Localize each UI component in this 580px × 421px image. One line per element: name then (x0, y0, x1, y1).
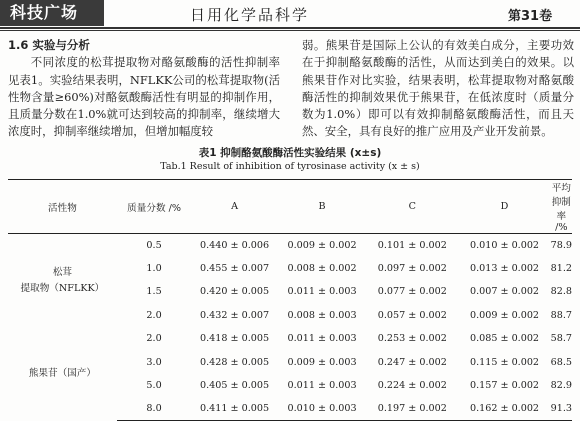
table-cell: 0.405 ± 0.005 (200, 380, 270, 392)
table-cell: 68.5 (550, 356, 572, 368)
table-cell: 0.077 ± 0.002 (377, 286, 447, 298)
table-cell: 1.5 (146, 286, 162, 298)
header-cell: 活性物 (8, 180, 117, 234)
section-tag: 科技广场 (0, 0, 104, 26)
table-cell: 2.0 (146, 309, 162, 321)
table-cell: 0.197 ± 0.002 (366, 397, 458, 420)
table-cell: 0.010 ± 0.003 (278, 397, 366, 420)
table-cell: 82.9 (550, 380, 572, 392)
group-name-line2: 提取物（NFLKK） (20, 282, 105, 294)
table-cell: 8.0 (117, 397, 192, 420)
table-cell: 78.9 (550, 239, 572, 251)
table-cell: 3.0 (146, 356, 162, 368)
right-paragraph: 弱。熊果苷是国际上公认的有效美白成分，主要功效在于抑制酪氨酸酶的活性，从而达到美白的效果。以熊果苷作对比实验，结果表明，松茸提取物对酪氨酸酶活性的抑制效果优于熊果苷，在低浓度时（质量分数为1.0%）即可以有效抑制酪氨酸酶活性，而且天然、安全，具有良好的推广应用及产业开发前景。 (302, 38, 574, 139)
section-title: 1.6 实验与分析 (8, 38, 90, 52)
table-cell: 0.157 ± 0.002 (469, 380, 540, 392)
table-cell: 82.8 (550, 286, 572, 298)
table-cell: 88.7 (550, 309, 572, 321)
volume-number: 第31卷 (508, 9, 553, 24)
table-cell: 1.0 (146, 263, 162, 275)
table-cell: 0.097 ± 0.002 (377, 263, 447, 275)
header-cell: 质量分数 /% (117, 180, 192, 234)
table-cell: 0.115 ± 0.002 (469, 356, 540, 368)
journal-title: 日用化学品科学 (190, 6, 310, 24)
table-cell: 0.008 ± 0.002 (287, 263, 357, 275)
group-name-cell (8, 327, 117, 421)
group-name: 松茸 (52, 266, 72, 278)
table-row (8, 234, 572, 257)
table-header-row (8, 180, 572, 234)
table-cell: 0.224 ± 0.002 (377, 380, 447, 392)
table-cell: 0.013 ± 0.002 (469, 263, 540, 275)
table-cell: 0.253 ± 0.002 (377, 333, 447, 345)
table-cell: 0.008 ± 0.003 (287, 309, 357, 321)
table-title-en: Tab.1 Result of inhibition of tyrosinase activity (x ± s) (160, 161, 420, 172)
table-cell: 58.7 (550, 333, 572, 345)
header-rule-thin (0, 30, 580, 31)
table-cell: 0.420 ± 0.005 (200, 286, 270, 298)
table-cell: 0.162 ± 0.002 (458, 397, 550, 420)
table-cell: 0.411 ± 0.005 (191, 397, 278, 420)
table-cell: 0.455 ± 0.007 (200, 263, 270, 275)
table-cell: 2.0 (146, 333, 162, 345)
table-cell: 0.011 ± 0.003 (287, 333, 357, 345)
table-cell: 0.418 ± 0.005 (200, 333, 270, 345)
table-cell: 0.5 (146, 239, 162, 251)
left-paragraph: 不同浓度的松茸提取物对酪氨酸酶的活性抑制率见表1。实验结果表明，NFLKK公司的松茸提取物(活性物含量≥60%)对酪氨酸酶活性有明显的抑制作用，且质量分数在1.0%就可达到较高的抑制率，继续增大浓度时，抑制率继续增加，但增加幅度较 (8, 55, 280, 139)
table-cell: 0.085 ± 0.002 (469, 333, 540, 345)
table-cell: 0.247 ± 0.002 (377, 356, 447, 368)
table-cell: 0.009 ± 0.002 (287, 239, 357, 251)
table-cell: 91.3 (551, 397, 572, 420)
header-cell: A (191, 180, 278, 234)
table-cell: 0.428 ± 0.005 (200, 356, 270, 368)
table-cell: 0.101 ± 0.002 (377, 239, 447, 251)
table-cell: 0.057 ± 0.002 (377, 309, 447, 321)
table-cell: 5.0 (146, 380, 162, 392)
header-cell: D (458, 180, 550, 234)
header-cell: C (366, 180, 458, 234)
table-cell: 0.011 ± 0.003 (287, 380, 357, 392)
table-cell: 0.432 ± 0.007 (200, 309, 270, 321)
table-cell: 0.440 ± 0.006 (200, 239, 270, 251)
table-cell: 0.007 ± 0.002 (469, 286, 540, 298)
right-column (302, 37, 574, 141)
table-cell: 0.009 ± 0.002 (469, 309, 540, 321)
header-rule (0, 27, 580, 29)
table-cell: 0.011 ± 0.003 (287, 286, 357, 298)
table-cell: 0.010 ± 0.002 (469, 239, 540, 251)
table-row (8, 327, 572, 350)
table-cell: 81.2 (550, 263, 572, 275)
table-cell: 0.009 ± 0.003 (287, 356, 357, 368)
header-cell: 平均抑制率 /% (551, 180, 572, 234)
group-name: 熊果苷（国产） (28, 367, 96, 379)
table-title: 表1 抑制酪氨酸酶活性实验结果 (x±s) (198, 147, 382, 159)
left-column (8, 37, 280, 141)
header-cell: B (278, 180, 366, 234)
results-table (8, 179, 572, 421)
group-name-cell (8, 234, 117, 328)
